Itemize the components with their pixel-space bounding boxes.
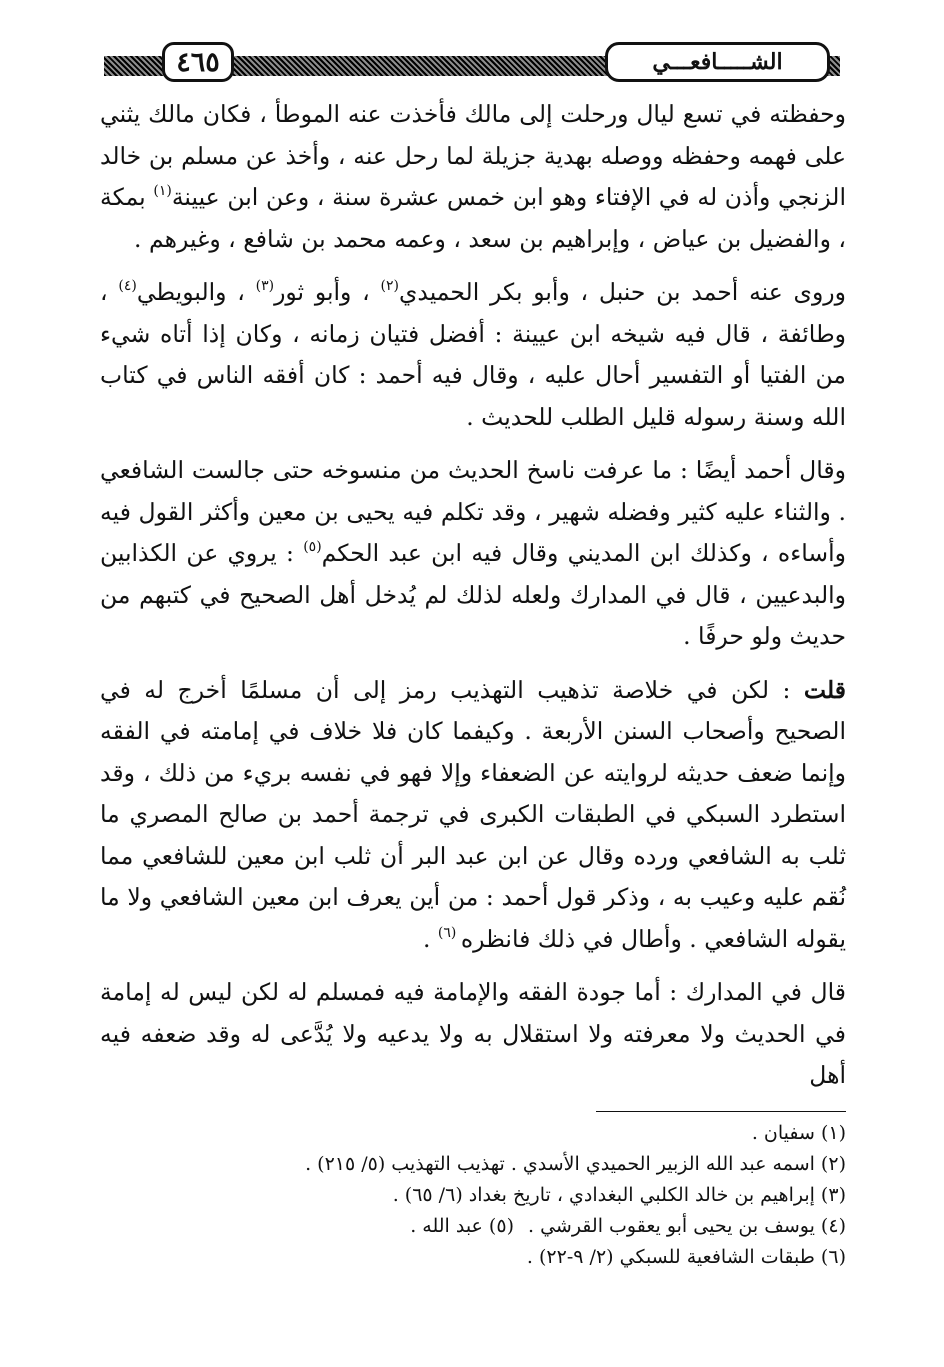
footnote-6: (٦) طبقات الشافعية للسبكي (٢/ ٩-٢٢) . xyxy=(526,1246,846,1268)
header-ornament-left xyxy=(104,56,168,76)
paragraph-3-text-b: : يروي عن الكذابين والبدعيين ، قال في المدارك ولعله لذلك لم يُدخل أهل الصحيح في كتبهم من حديث ولو حرفًا . xyxy=(100,539,846,650)
footnote-separator xyxy=(596,1111,846,1112)
paragraph-2-text-c: ، والبويطي xyxy=(136,278,256,306)
page-number: ٤٦٥ xyxy=(162,42,234,82)
paragraph-1 xyxy=(100,94,846,260)
header-ornament-middle xyxy=(228,56,612,76)
footnotes xyxy=(100,1118,846,1273)
paragraph-4-text-b: . xyxy=(422,924,438,953)
paragraph-1-text-b: بمكة ، والفضيل بن عياض ، وإبراهيم بن سعد ، وعمه محمد بن شافع ، وغيرهم . xyxy=(100,183,846,253)
paragraph-5-text: قال في المدارك : أما جودة الفقه والإمامة فيه فمسلم له لكن ليس له إمامة في الحديث ولا معرفته ولا استقلال به ولا يدعيه ولا يُدَّعى له وقد ضعفه فيه أهل xyxy=(100,978,846,1089)
footnote-1: (١) سفيان . xyxy=(751,1122,846,1144)
footnote-ref-2[interactable]: (٢) xyxy=(380,278,399,294)
paragraph-5 xyxy=(100,972,846,1097)
footnote-2: (٢) اسمه عبد الله الزبير الحميدي الأسدي . تهذيب التهذيب (٥/ ٢١٥) . xyxy=(305,1153,846,1175)
footnote-ref-6[interactable]: (٦) xyxy=(437,924,461,941)
footnote-ref-3[interactable]: (٣) xyxy=(255,278,275,294)
paragraph-4-lead-word: قلت xyxy=(803,675,846,704)
footnote-ref-1[interactable]: (١) xyxy=(153,183,172,199)
paragraph-2-text-d: ، وطائفة ، قال فيه شيخه ابن عيينة : أفضل فتيان زمانه ، وكان إذا أتاه شيء من الفتيا أو التفسير أحال عليه ، وقال فيه أحمد : كان أفقه الناس في كتاب الله وسنة رسوله قليل الطلب للحديث . xyxy=(100,278,846,431)
footnote-5: (٥) عبد الله . xyxy=(410,1215,514,1237)
paragraph-3-text-a: وقال أحمد أيضًا : ما عرفت ناسخ الحديث من منسوخه حتى جالست الشافعي . والثناء عليه كثير وفضله شهير ، وقد تكلم فيه يحيى بن معين وأكثر القول فيه وأساءه ، وكذلك ابن المديني وقال فيه ابن عبد الحكم xyxy=(100,456,846,567)
footnote-ref-4[interactable]: (٤) xyxy=(118,278,137,294)
paragraph-1-text-a: وحفظته في تسع ليال ورحلت إلى مالك فأخذت عنه الموطأ ، فكان مالك يثني على فهمه وحفظه ووصله بهدية جزيلة لما رحل عنه ، وأخذ عن مسلم بن خالد الزنجي وأذن له في الإفتاء وهو ابن خمس عشرة سنة ، وعن ابن عيينة xyxy=(100,100,846,211)
paragraph-4-text-a: : لكن في خلاصة تذهيب التهذيب رمز إلى أن مسلمًا أخرج له في الصحيح وأصحاب السنن الأربعة . وكيفما كان فلا خلاف في إمامته في الفقه وإنما ضعف حديثه لروايته عن الضعفاء وإلا فهو في نفسه بريء من ذلك ، وقد استطرد السبكي في الطبقات الكبرى في ترجمة أحمد بن صالح المصري ما ثلب به الشافعي ورده وقال عن ابن عبد البر أن ثلب ابن معين للشافعي مما نُقم عليه وعيب به ، وذكر قول أحمد : من أين يعرف ابن معين الشافعي ولا ما يقوله الشافعي . وأطال في ذلك فانظره xyxy=(100,675,846,953)
footnote-ref-5[interactable]: (٥) xyxy=(303,539,322,555)
paragraph-2-text-a: وروى عنه أحمد بن حنبل ، وأبو بكر الحميدي xyxy=(398,278,846,306)
paragraph-4 xyxy=(100,670,846,961)
running-title: الشـــــافعـــي xyxy=(605,42,830,82)
footnote-4: (٤) يوسف بن يحيى أبو يعقوب القرشي . xyxy=(527,1215,846,1237)
paragraph-3 xyxy=(100,450,846,658)
footnote-3: (٣) إبراهيم بن خالد الكلبي البغدادي ، تاريخ بغداد (٦/ ٦٥) . xyxy=(392,1184,846,1206)
main-text xyxy=(100,94,846,1097)
footnote-row-4-5 xyxy=(100,1211,846,1242)
paragraph-2-text-b: ، وأبو ثور xyxy=(274,278,381,306)
paragraph-2 xyxy=(100,272,846,438)
